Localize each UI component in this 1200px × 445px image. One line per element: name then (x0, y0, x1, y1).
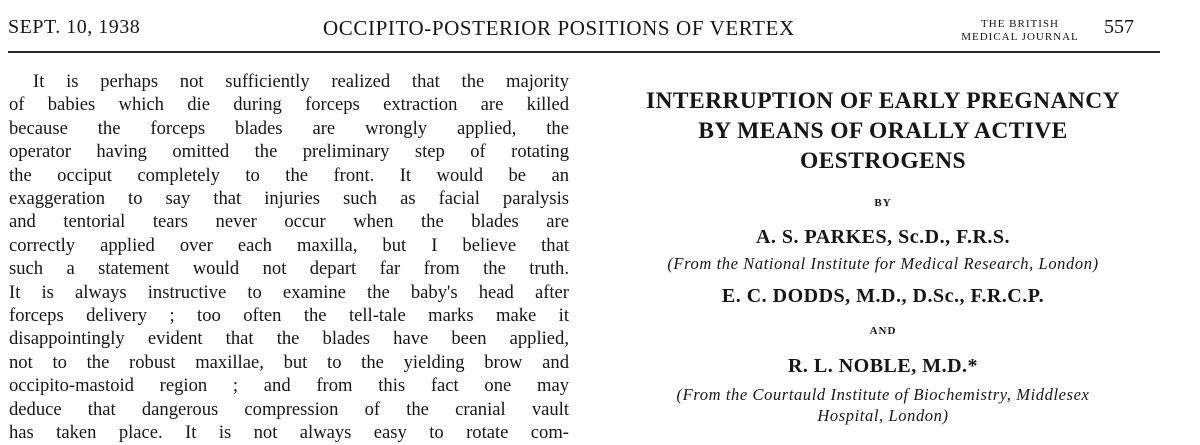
article-title-line-2: BY MEANS OF ORALLY ACTIVE (698, 118, 1068, 144)
text-line: forceps delivery ; too often the tell-tale marks make it (9, 305, 569, 327)
author-noble: R. L. NOBLE, M.D.* (787, 355, 979, 377)
text-line: and tentorial tears never occur when the blades are (9, 211, 569, 233)
article-title-line-3: OESTROGENS (800, 148, 966, 174)
text-line: It is perhaps not sufficiently realized that the majority (33, 71, 569, 92)
page-number: 557 (1104, 16, 1134, 38)
text-line: deduce that dangerous compression of the cranial vault (9, 398, 569, 420)
text-line: operator having omitted the preliminary step of rotating (9, 141, 569, 163)
text-line: It is always instructive to examine the baby's head after (9, 281, 569, 303)
journal-name (955, 18, 1085, 44)
affiliation-courtauld (588, 384, 1178, 426)
and-label: AND (869, 325, 897, 337)
article-title-line-1: INTERRUPTION OF EARLY PREGNANCY (646, 88, 1120, 114)
text-line: not to the robust maxillae, but to the yielding brow and (9, 351, 569, 373)
text-line: correctly applied over each maxilla, but I believe that (9, 234, 569, 256)
article-title (588, 86, 1178, 176)
running-title: OCCIPITO-POSTERIOR POSITIONS OF VERTEX (323, 16, 795, 40)
journal-name-line-1: THE BRITISH (981, 18, 1059, 30)
issue-date: SEPT. 10, 1938 (8, 16, 141, 38)
text-line: occipito-mastoid region ; and from this fact one may (9, 375, 569, 397)
page-header (0, 0, 1200, 56)
affiliation-courtauld-line-2: Hospital, London) (817, 406, 949, 425)
author-dodds: E. C. DODDS, M.D., D.Sc., F.R.C.P. (721, 285, 1045, 307)
by-label: BY (874, 197, 892, 209)
affiliation-nimr: (From the National Institute for Medical Research, London) (667, 254, 1099, 273)
text-line: exaggeration to say that injuries such as facial paralysis (9, 188, 569, 210)
text-line: the occiput completely to the front. It would be an (9, 164, 569, 186)
text-line: has taken place. It is not always easy to rotate com- (9, 422, 569, 444)
text-line: disappointingly evident that the blades have been applied, (9, 328, 569, 350)
article-heading-block (588, 86, 1178, 426)
header-rule (8, 51, 1160, 53)
text-line: because the forceps blades are wrongly applied, the (9, 117, 569, 139)
left-column-text (9, 70, 569, 445)
affiliation-courtauld-line-1: (From the Courtauld Institute of Biochemistry, Middlesex (676, 385, 1090, 404)
text-line: such a statement would not depart far from the truth. (9, 258, 569, 280)
author-parkes: A. S. PARKES, Sc.D., F.R.S. (755, 226, 1011, 248)
text-line: of babies which die during forceps extraction are killed (9, 94, 569, 116)
journal-name-line-2: MEDICAL JOURNAL (961, 31, 1079, 43)
